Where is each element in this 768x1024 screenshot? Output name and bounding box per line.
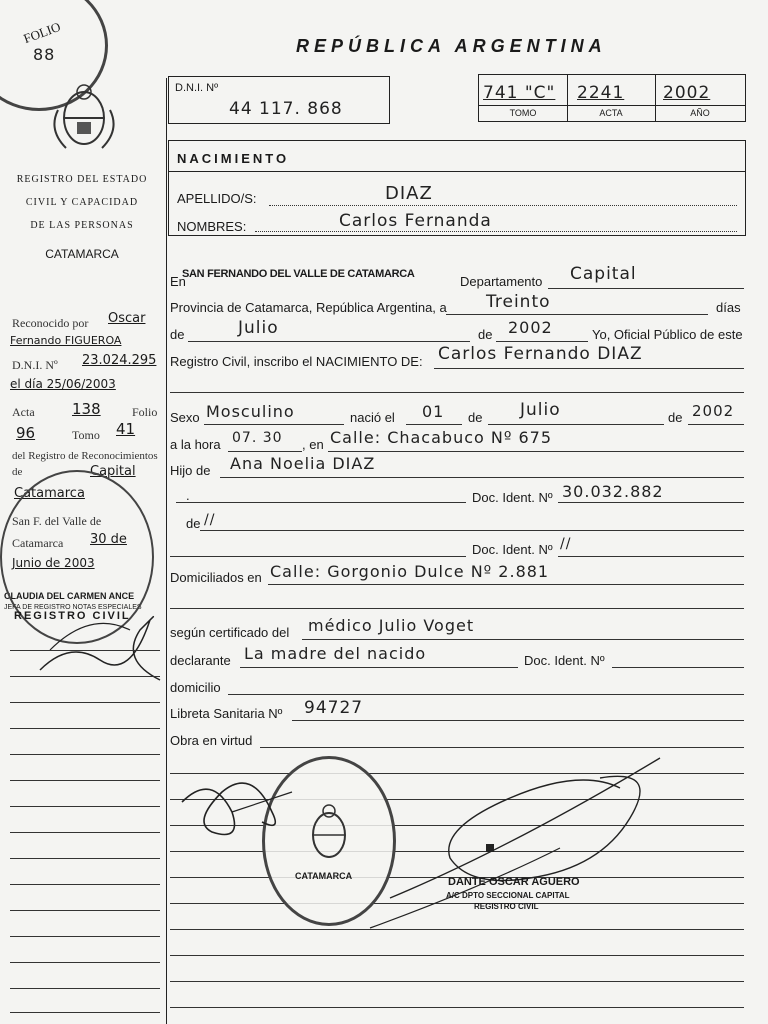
margin-ciudad-value: Capital xyxy=(90,464,136,479)
provincia-text: Provincia de Catamarca, República Argentina, a xyxy=(170,300,447,315)
margin-reconocido-value2: Fernando FIGUEROA xyxy=(10,334,122,347)
libreta-value: 94727 xyxy=(304,698,364,718)
margin-signature xyxy=(30,580,170,690)
ano-label: AÑO xyxy=(690,108,710,118)
registrar-signature xyxy=(172,762,312,862)
mes-value: Julio xyxy=(238,318,279,338)
libreta-label: Libreta Sanitaria Nº xyxy=(170,706,283,721)
registry-line3: DE LAS PERSONAS xyxy=(30,220,134,231)
official-title2: REGISTRO CIVIL xyxy=(474,902,539,911)
de-label: de xyxy=(170,327,185,342)
margin-acta-label: Acta xyxy=(12,405,35,419)
record-box xyxy=(478,74,746,122)
declarante-label: declarante xyxy=(170,653,231,668)
margin-sanf-label: San F. del Valle de xyxy=(12,514,102,528)
folio-stamp-number: 88 xyxy=(33,45,56,64)
folio-stamp-word: FOLIO xyxy=(21,18,63,47)
registry-line1: REGISTRO DEL ESTADO xyxy=(16,174,148,185)
sexo-value: Mosculino xyxy=(206,402,295,421)
margin-registro-label: del Registro de Reconocimientos de xyxy=(12,450,158,478)
margin-mes-value: Junio de 2003 xyxy=(12,556,95,570)
declarante-value: La madre del nacido xyxy=(244,644,427,663)
registry-province: CATAMARCA xyxy=(45,247,119,261)
margin-prov-value: Catamarca xyxy=(14,486,85,501)
margin-reconocido-value: Oscar xyxy=(108,311,146,326)
doc-label3: Doc. Ident. Nº xyxy=(524,653,605,668)
dot-marker: . xyxy=(186,488,190,503)
margin-dni-label: D.N.I. Nº xyxy=(12,358,58,372)
nombres-label: NOMBRES: xyxy=(177,219,247,234)
official-title1: A/C DPTO SECCIONAL CAPITAL xyxy=(446,891,570,900)
madre-doc: 30.032.882 xyxy=(562,482,664,501)
en-label2: , en xyxy=(302,437,324,452)
place-stamp: SAN FERNANDO DEL VALLE DE CATAMARCA xyxy=(182,268,415,280)
margin-firmante: CLAUDIA DEL CARMEN ANCE xyxy=(4,591,135,601)
registry-line2: CIVIL Y CAPACIDAD xyxy=(25,197,139,208)
madre-value: Ana Noelia DIAZ xyxy=(230,454,376,473)
nacio-de: de xyxy=(468,410,483,425)
margin-dia-value: 30 de xyxy=(90,532,127,547)
dni-box xyxy=(168,76,390,124)
padre-value: // xyxy=(204,512,216,528)
domiciliados-label: Domiciliados en xyxy=(170,570,262,585)
dni-label: D.N.I. Nº xyxy=(175,82,219,94)
obra-label: Obra en virtud xyxy=(170,733,253,748)
margin-folio-label: Folio xyxy=(132,405,158,419)
coat-of-arms-icon xyxy=(44,70,124,160)
margin-firmante-cargo: JEFA DE REGISTRO NOTAS ESPECIALES xyxy=(4,604,142,611)
domiciliados-value: Calle: Gorgonio Dulce Nº 2.881 xyxy=(270,562,550,581)
apellidos-value: DIAZ xyxy=(385,183,433,204)
margin-tomo-value: 41 xyxy=(116,420,136,438)
tomo-value: 741 "C" xyxy=(483,83,556,103)
margin-dni-value: 23.024.295 xyxy=(82,353,157,368)
nacimiento-box xyxy=(168,140,746,236)
hijo-label: Hijo de xyxy=(170,463,211,478)
de-label3: de xyxy=(186,516,201,531)
oficial-text: Yo, Oficial Público de este xyxy=(592,327,743,342)
nacio-mes: Julio xyxy=(520,400,561,420)
margin-tomo-label: Tomo xyxy=(72,428,100,442)
doc-label: Doc. Ident. Nº xyxy=(472,490,553,505)
padre-doc: // xyxy=(560,536,572,552)
tomo-label: TOMO xyxy=(509,108,537,118)
departamento-label: Departamento xyxy=(460,274,543,289)
margin-catamarca-label: Catamarca xyxy=(12,536,64,550)
margin-fecha-value: el día 25/06/2003 xyxy=(10,377,116,391)
en-label: En xyxy=(170,274,186,289)
lugar-value: Calle: Chacabuco Nº 675 xyxy=(330,428,553,447)
dni-value: 44 117. 868 xyxy=(229,99,343,119)
hora-value: 07. 30 xyxy=(232,430,283,446)
ano-value: 2002 xyxy=(663,83,711,103)
nacimiento-value: Carlos Fernando DIAZ xyxy=(438,344,643,364)
dias-label: días xyxy=(716,300,741,315)
certificado-value: médico Julio Voget xyxy=(308,616,475,635)
margin-acta-value: 138 xyxy=(72,400,101,418)
page-title: REPÚBLICA ARGENTINA xyxy=(296,36,607,56)
apellidos-label: APELLIDO/S: xyxy=(177,191,257,206)
official-name: DANTE OSCAR AGUERO xyxy=(448,876,580,888)
seal-text: CATAMARCA xyxy=(295,871,353,881)
domicilio-label: domicilio xyxy=(170,680,221,695)
registro-text: Registro Civil, inscribo el NACIMIENTO DE: xyxy=(170,354,423,369)
nacimiento-title: NACIMIENTO xyxy=(177,151,290,166)
nacio-anio: 2002 xyxy=(692,402,735,420)
registro-civil-stamp-word: REGISTRO CIVIL xyxy=(14,610,131,622)
de-label2: de xyxy=(478,327,493,342)
certificado-label: según certificado del xyxy=(170,625,290,640)
margin-reconocido-label: Reconocido por xyxy=(12,316,89,330)
nacio-de2: de xyxy=(668,410,683,425)
departamento-value: Capital xyxy=(570,264,637,284)
nombres-value: Carlos Fernanda xyxy=(339,211,492,231)
sexo-label: Sexo xyxy=(170,410,200,425)
hora-label: a la hora xyxy=(170,437,221,452)
anio-value: 2002 xyxy=(508,318,553,337)
nacio-label: nació el xyxy=(350,410,395,425)
acta-label: ACTA xyxy=(599,108,623,118)
acta-value: 2241 xyxy=(577,83,625,103)
nacio-dia: 01 xyxy=(422,402,445,421)
margin-folio-value: 96 xyxy=(16,424,36,442)
dias-value: Treinto xyxy=(486,292,551,312)
doc-label2: Doc. Ident. Nº xyxy=(472,542,553,557)
